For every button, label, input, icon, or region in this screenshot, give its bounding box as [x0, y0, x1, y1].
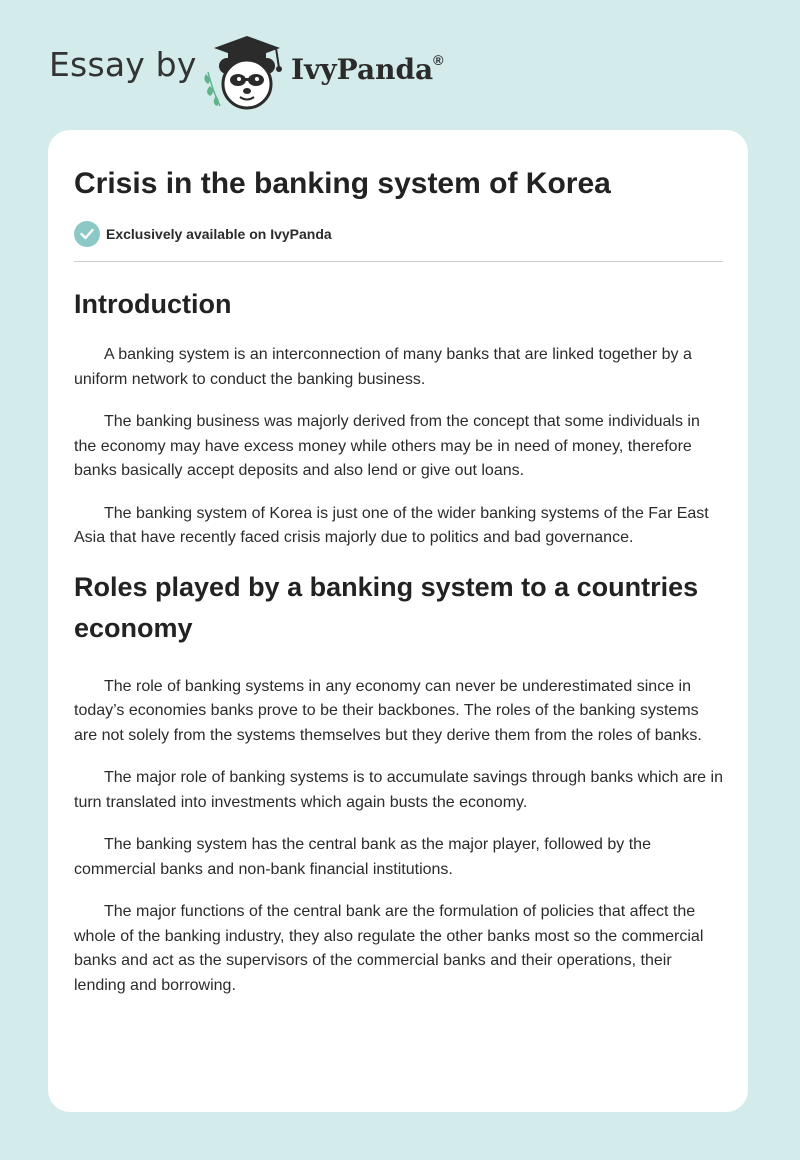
paragraph: A banking system is an interconnection of many banks that are linked together by a uniform network to conduct the banking business.	[74, 346, 692, 388]
paragraph: The major functions of the central bank are the formulation of policies that affect the whole of the banking industry, they also regulate the other banks most so the commercial banks and act as the supervisors of the commercial banks and their operations, their lending and borrowing.	[74, 903, 704, 994]
paragraph: The banking system has the central bank as the major player, followed by the commercial banks and non-bank financial institutions.	[74, 836, 651, 878]
panda-graduation-cap-logo-icon[interactable]	[200, 34, 290, 114]
essay-card	[48, 130, 748, 1112]
title-divider	[74, 261, 723, 262]
brand-name-text: IvyPanda	[291, 53, 434, 86]
exclusive-badge	[74, 221, 332, 247]
paragraph: The role of banking systems in any economy can never be underestimated since in today’s economies banks prove to be their backbones. The roles of the banking systems are not solely from the systems themselves but they derive them from the roles of banks.	[74, 677, 702, 744]
brand-name[interactable]	[291, 51, 444, 86]
section-heading-introduction: Introduction	[74, 289, 232, 319]
section-heading-roles: Roles played by a banking system to a countries economy	[74, 571, 699, 643]
registered-mark: ®	[433, 51, 444, 68]
paragraph: The major role of banking systems is to accumulate savings through banks which are in turn translated into investments which again busts the economy.	[74, 769, 723, 811]
site-header	[0, 0, 800, 130]
paragraph: The banking business was majorly derived from the concept that some individuals in the economy may have excess money while others may be in need of money, therefore banks basically accept deposits and also lend or give out loans.	[74, 413, 700, 479]
check-circle-icon	[74, 221, 100, 247]
essay-by-label: Essay by	[49, 45, 197, 84]
exclusive-label: Exclusively available on IvyPanda	[106, 226, 332, 242]
page-title: Crisis in the banking system of Korea	[74, 167, 611, 200]
paragraph: The banking system of Korea is just one of the wider banking systems of the Far East Asia that have recently faced crisis majorly due to politics and bad governance.	[74, 504, 709, 546]
essay-content	[74, 280, 726, 998]
